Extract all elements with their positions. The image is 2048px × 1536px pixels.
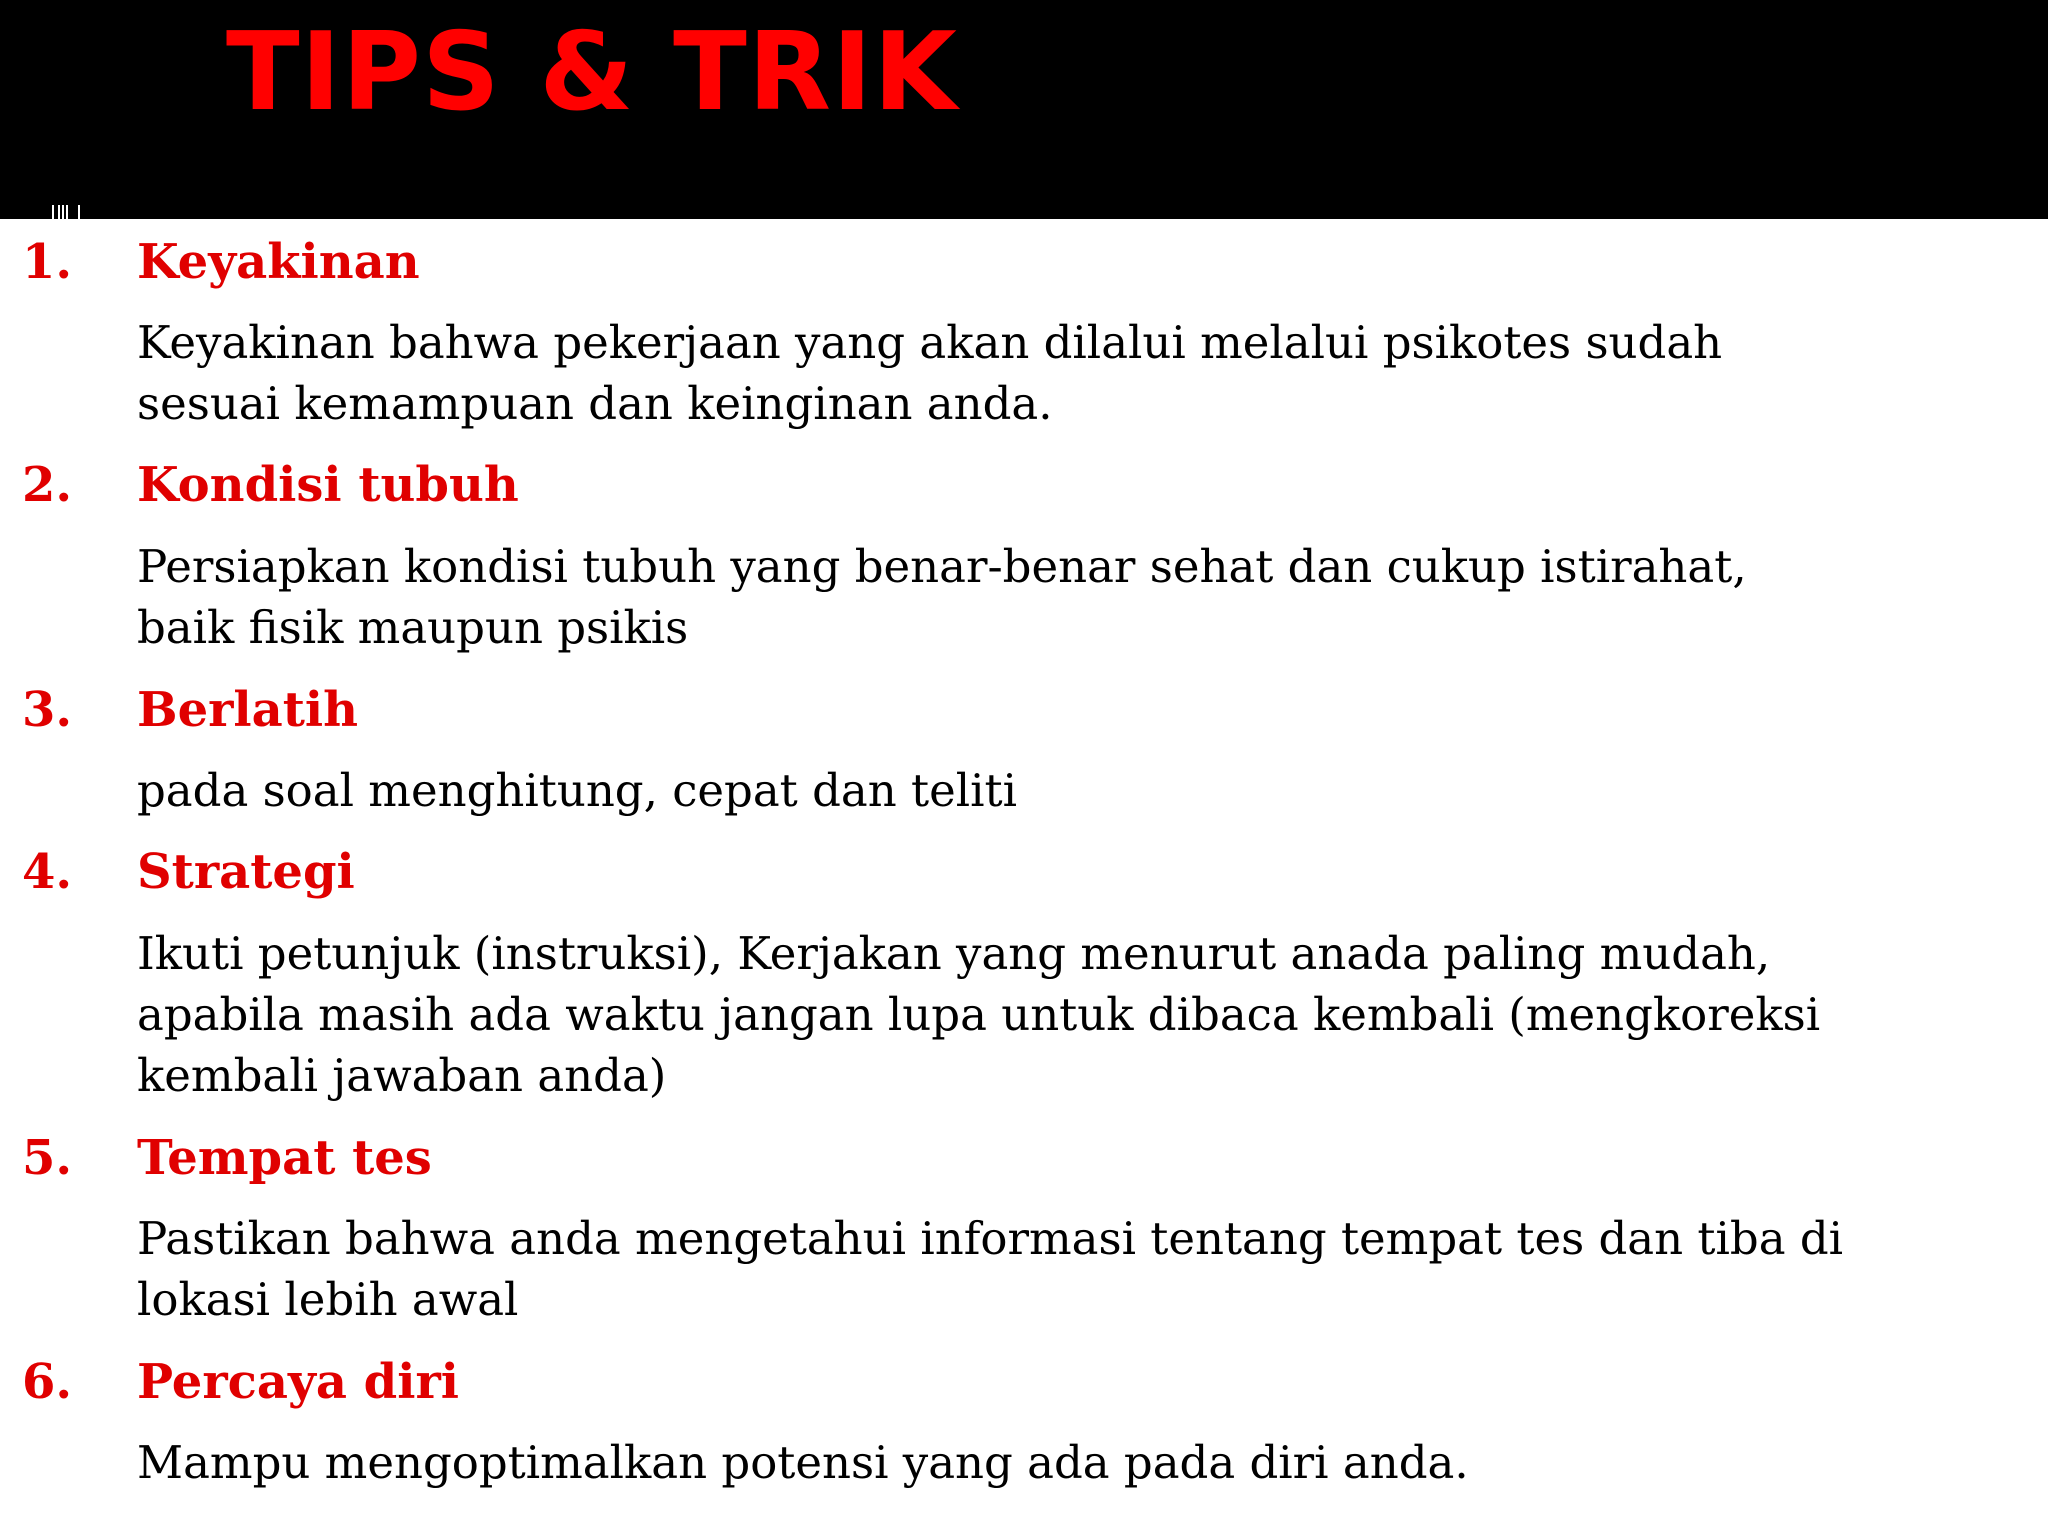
item-heading: Percaya diri [137, 1354, 459, 1410]
item-heading: Strategi [137, 844, 355, 900]
item-number: 3. [22, 682, 73, 738]
item-description: Ikuti petunjuk (instruksi), Kerjakan yang menurut anada paling mudah, apabila masih ada waktu jangan lupa untuk dibaca kembali (mengkoreksi kembali jawaban anda) [137, 927, 1821, 1102]
item-heading: Kondisi tubuh [137, 457, 519, 513]
slide-title: TIPS & TRIK [226, 10, 958, 135]
item-description: Persiapkan kondisi tubuh yang benar-benar sehat dan cukup istirahat, baik fisik maupun psikis [137, 540, 1747, 654]
item-description: Keyakinan bahwa pekerjaan yang akan dilalui melalui psikotes sudah sesuai kemampuan dan keinginan anda. [137, 316, 1723, 430]
item-description: Pastikan bahwa anda mengetahui informasi tentang tempat tes dan tiba di lokasi lebih awal [137, 1212, 1844, 1326]
item-heading: Keyakinan [137, 234, 420, 290]
item-number: 5. [22, 1130, 73, 1186]
item-description: pada soal menghitung, cepat dan teliti [137, 764, 1017, 817]
item-heading: Tempat tes [137, 1130, 432, 1186]
item-number: 1. [22, 234, 73, 290]
item-number: 4. [22, 844, 73, 900]
item-number: 2. [22, 457, 73, 513]
item-description: Mampu mengoptimalkan potensi yang ada pada diri anda. [137, 1436, 1469, 1489]
item-number: 6. [22, 1354, 73, 1410]
item-heading: Berlatih [137, 682, 359, 738]
